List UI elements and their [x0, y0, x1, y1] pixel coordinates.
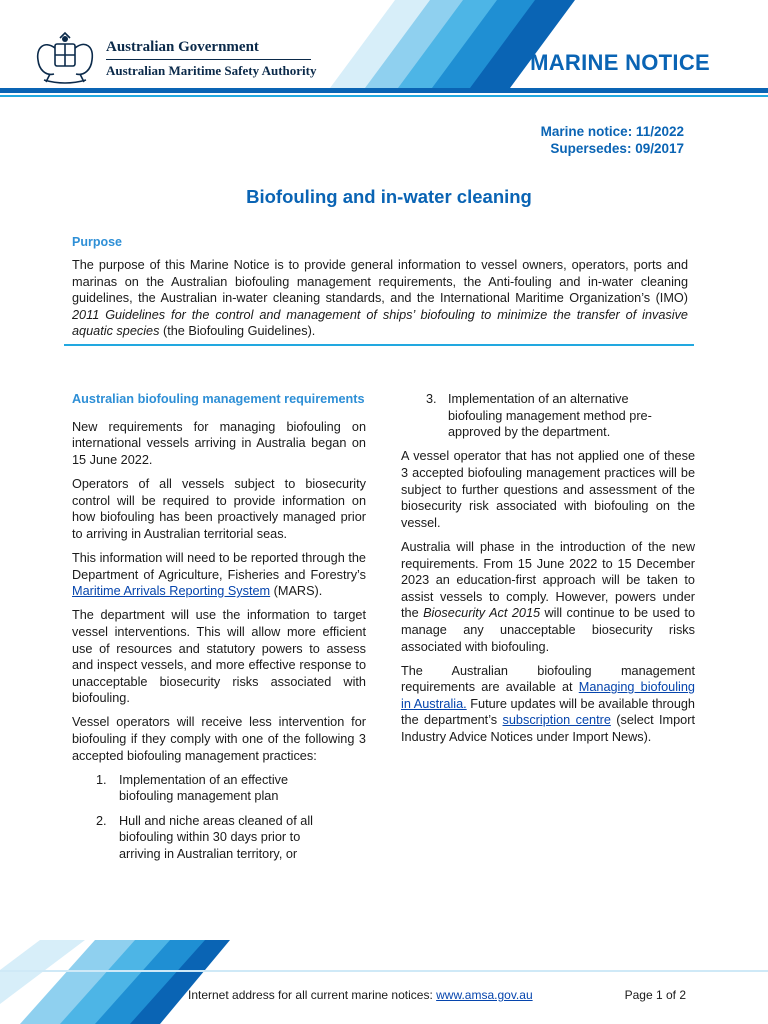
- paragraph-text: (select Import Industry Advice Notices under Import News).: [401, 713, 695, 745]
- paragraph: Operators of all vessels subject to biosecurity control will be required to provide information on how biofouling has been proactively managed prior to arriving in Australian territorial seas.: [72, 476, 366, 541]
- managing-biofouling-link[interactable]: Managing biofouling in Australia.: [401, 680, 695, 711]
- left-column: [72, 391, 366, 870]
- practices-list: [72, 772, 366, 863]
- paragraph: [401, 539, 695, 655]
- list-number: 1.: [96, 772, 107, 787]
- purpose-heading: Purpose: [72, 235, 123, 249]
- purpose-text: The purpose of this Marine Notice is to provide general information to vessel owners, operators, ports and marinas on the Australian biofouling management requirements, the Anti-fouling and in-water cleaning guidelines, the Australian in-water cleaning standards, and the International Maritime Organization’s (IMO): [72, 258, 688, 306]
- footer-label: Internet address for all current marine notices:: [188, 988, 437, 1002]
- requirements-heading: Australian biofouling management requirements: [72, 392, 365, 406]
- page-number: Page 1 of 2: [624, 988, 686, 1002]
- supersedes-label: Supersedes: 09/2017: [550, 141, 684, 156]
- header-rule-accent: [0, 95, 768, 97]
- list-number: 2.: [96, 813, 107, 828]
- list-text: Implementation of an alternative biofouling management method pre-approved by the department.: [448, 392, 652, 440]
- list-text: Implementation of an effective biofouling management plan: [119, 772, 289, 804]
- paragraph-text: (MARS).: [270, 584, 323, 599]
- guidelines-title: 2011 Guidelines for the control and management of ships’ biofouling to minimize the transfer of invasive aquatic species: [72, 307, 688, 339]
- notice-number: Marine notice: 11/2022: [540, 124, 684, 139]
- purpose-text-end: (the Biofouling Guidelines).: [159, 324, 316, 339]
- paragraph: New requirements for managing biofouling on international vessels arriving in Australia began on 15 June 2022.: [72, 419, 366, 467]
- practices-list-continued: [401, 391, 695, 441]
- subscription-centre-link[interactable]: subscription centre: [502, 713, 611, 728]
- paragraph-text: Australia will phase in the introduction of the new requirements. From 15 June 2022 to 15 December 2023 an education-first approach will be taken to assist vessels to comply. However, powers under the: [401, 539, 695, 621]
- paragraph: [72, 550, 366, 600]
- coat-of-arms-icon: [30, 30, 100, 88]
- notice-reference: [541, 123, 684, 157]
- agency-name: Australian Maritime Safety Authority: [106, 63, 317, 78]
- paragraph-text: This information will need to be reported through the Department of Agriculture, Fisheries and Forestry’s: [72, 550, 366, 582]
- mars-link[interactable]: Maritime Arrivals Reporting System: [72, 584, 271, 599]
- footer-stripes: [0, 940, 768, 1024]
- paragraph-text: will continue to be used to manage any unacceptable biosecurity risks associated with biofouling.: [401, 606, 696, 654]
- paragraph-text: The Australian biofouling management requirements are available at: [401, 663, 695, 695]
- act-title: Biosecurity Act 2015: [423, 606, 541, 621]
- paragraph: [401, 663, 695, 746]
- list-item: [72, 772, 366, 805]
- list-item: [72, 813, 366, 863]
- header-rule: [0, 88, 768, 93]
- paragraph-text: Future updates will be available through the department’s: [401, 696, 695, 728]
- government-name: Australian Government: [106, 38, 311, 60]
- purpose-paragraph: [72, 257, 688, 340]
- list-number: 3.: [426, 392, 437, 406]
- footer-text: [188, 988, 533, 1002]
- document-title: Biofouling and in-water cleaning: [246, 186, 532, 207]
- list-item: [401, 391, 695, 441]
- amsa-website-link[interactable]: www.amsa.gov.au: [436, 988, 533, 1002]
- right-column: [401, 391, 695, 753]
- paragraph: Vessel operators will receive less intervention for biofouling if they comply with one of the following 3 accepted biofouling management practices:: [72, 715, 366, 763]
- section-divider: [64, 344, 694, 346]
- list-text: Hull and niche areas cleaned of all biofouling within 30 days prior to arriving in Australian territory, or: [119, 813, 313, 861]
- paragraph: A vessel operator that has not applied one of these 3 accepted biofouling management practices will be subject to further questions and assessment of the biosecurity risk associated with biofouling on the vessel.: [401, 449, 695, 530]
- agency-logo: [30, 30, 317, 88]
- banner-title: MARINE NOTICE: [530, 50, 710, 75]
- paragraph: The department will use the information to target vessel interventions. This will allow more efficient use of resources and statutory powers to assess and inspect vessels, and more effective response to unacceptable biosecurity risks associated with biofouling.: [72, 608, 366, 706]
